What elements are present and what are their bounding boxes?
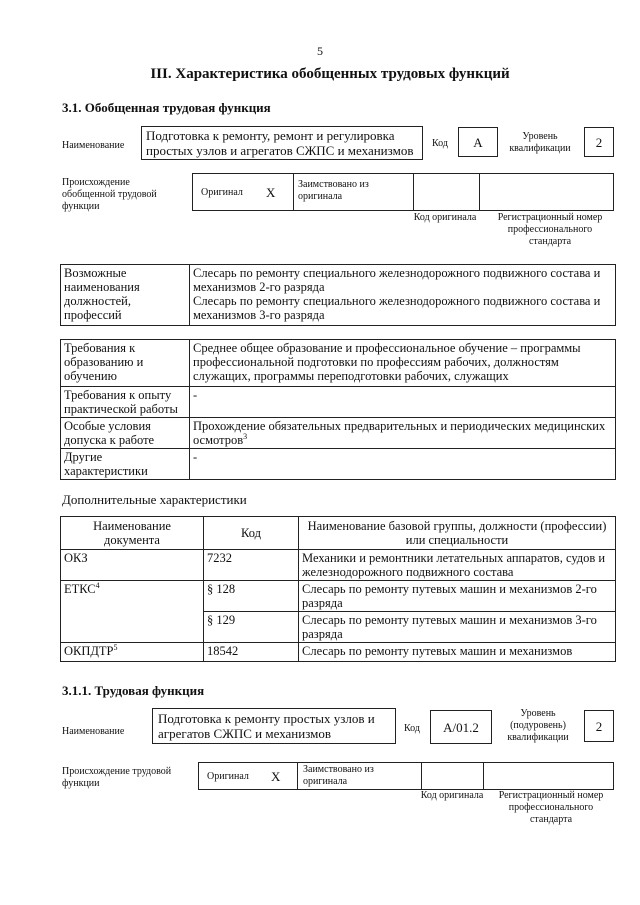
table-row [61,387,616,418]
code-value: А/01.2 [430,710,492,744]
origin-table [198,762,614,790]
additional-table [60,516,616,662]
position-item: Слесарь по ремонту специального железнодорожного подвижного состава и механизмов 2-го разряда [193,266,601,294]
name-cell: Слесарь по ремонту путевых машин и механизмов 3-го разряда [299,612,616,643]
doc-cell [61,643,204,662]
section-3-1-1-heading: 3.1.1. Трудовая функция [62,683,205,698]
borrowed-label: Заимствовано из оригинала [298,179,369,202]
name-label: Наименование [62,726,125,737]
positions-table [60,264,616,326]
header-group-name: Наименование базовой группы, должности (профессии) или специальности [299,517,616,550]
borrowed-label: Заимствовано из оригинала [303,764,374,787]
requirement-value: - [190,387,616,418]
requirement-value [190,418,616,449]
code-cell: 7232 [204,550,299,581]
doc-name: ОКПДТР [64,644,114,658]
requirement-value: Среднее общее образование и профессиональное обучение – программы профессиональной подготовки по профессиям рабочих, должностям служащих, программы переподготовки рабочих, служащих [190,340,616,387]
requirement-text: Прохождение обязательных предварительных и периодических медицинских осмотров [193,419,606,447]
additional-title: Дополнительные характеристики [62,492,247,507]
qualification-level-label: Уровень (подуровень) квалификации [507,708,569,743]
positions-label: Возможные наименования должностей, профессий [61,265,190,326]
table-row [61,449,616,480]
header-document: Наименование документа [61,517,204,550]
function-name-value: Подготовка к ремонту простых узлов и агрегатов СЖПС и механизмов [152,708,396,744]
doc-name: ОКЗ [64,551,88,565]
requirement-label: Требования к образованию и обучению [61,340,190,387]
code-original-label: Код оригинала [420,790,484,801]
requirement-label: Требования к опыту практической работы [61,387,190,418]
original-label: Оригинал [201,187,243,198]
code-label: Код [404,723,420,734]
code-original-label: Код оригинала [413,212,477,223]
origin-label: Происхождение трудовой функции [62,766,172,789]
table-row [61,643,616,662]
table-row [61,550,616,581]
name-cell: Слесарь по ремонту путевых машин и механизмов [299,643,616,662]
reg-number-label: Регистрационный номер профессионального стандарта [498,790,604,825]
code-cell: 18542 [204,643,299,662]
original-mark: X [271,769,281,784]
page-number: 5 [317,44,323,58]
table-row [61,340,616,387]
requirement-label: Особые условия допуска к работе [61,418,190,449]
name-label: Наименование [62,140,125,151]
qualification-level-value: 2 [584,710,614,742]
code-value: А [458,127,498,157]
table-row [61,418,616,449]
footnote-ref: 3 [243,431,248,441]
name-cell: Слесарь по ремонту путевых машин и механизмов 2-го разряда [299,581,616,612]
footnote-ref: 4 [95,580,100,590]
code-label: Код [432,138,448,149]
requirements-table [60,339,616,480]
position-item: Слесарь по ремонту специального железнодорожного подвижного состава и механизмов 3-го разряда [193,294,601,322]
original-label: Оригинал [207,771,249,782]
function-name-value: Подготовка к ремонту, ремонт и регулировка простых узлов и агрегатов СЖПС и механизмов [141,126,423,160]
section-3-1-heading: 3.1. Обобщенная трудовая функция [62,100,271,115]
requirement-value: - [190,449,616,480]
requirement-label: Другие характеристики [61,449,190,480]
doc-name: ЕТКС [64,582,96,596]
section-title: III. Характеристика обобщенных трудовых функций [150,66,510,82]
positions-values [190,265,616,326]
qualification-level-label: Уровень квалификации [509,131,571,154]
header-code: Код [204,517,299,550]
qualification-level-value: 2 [584,127,614,157]
name-cell: Механики и ремонтники летательных аппаратов, судов и железнодорожного подвижного состава [299,550,616,581]
reg-number-label: Регистрационный номер профессионального стандарта [497,212,603,247]
origin-table [192,173,614,211]
origin-label: Происхождение обобщенной трудовой функции [62,177,157,212]
table-row [61,581,616,612]
doc-cell [61,550,204,581]
original-mark: X [266,185,276,200]
footnote-ref: 5 [113,642,118,652]
table-header-row [61,517,616,550]
doc-cell [61,581,204,643]
code-cell: § 129 [204,612,299,643]
code-cell: § 128 [204,581,299,612]
